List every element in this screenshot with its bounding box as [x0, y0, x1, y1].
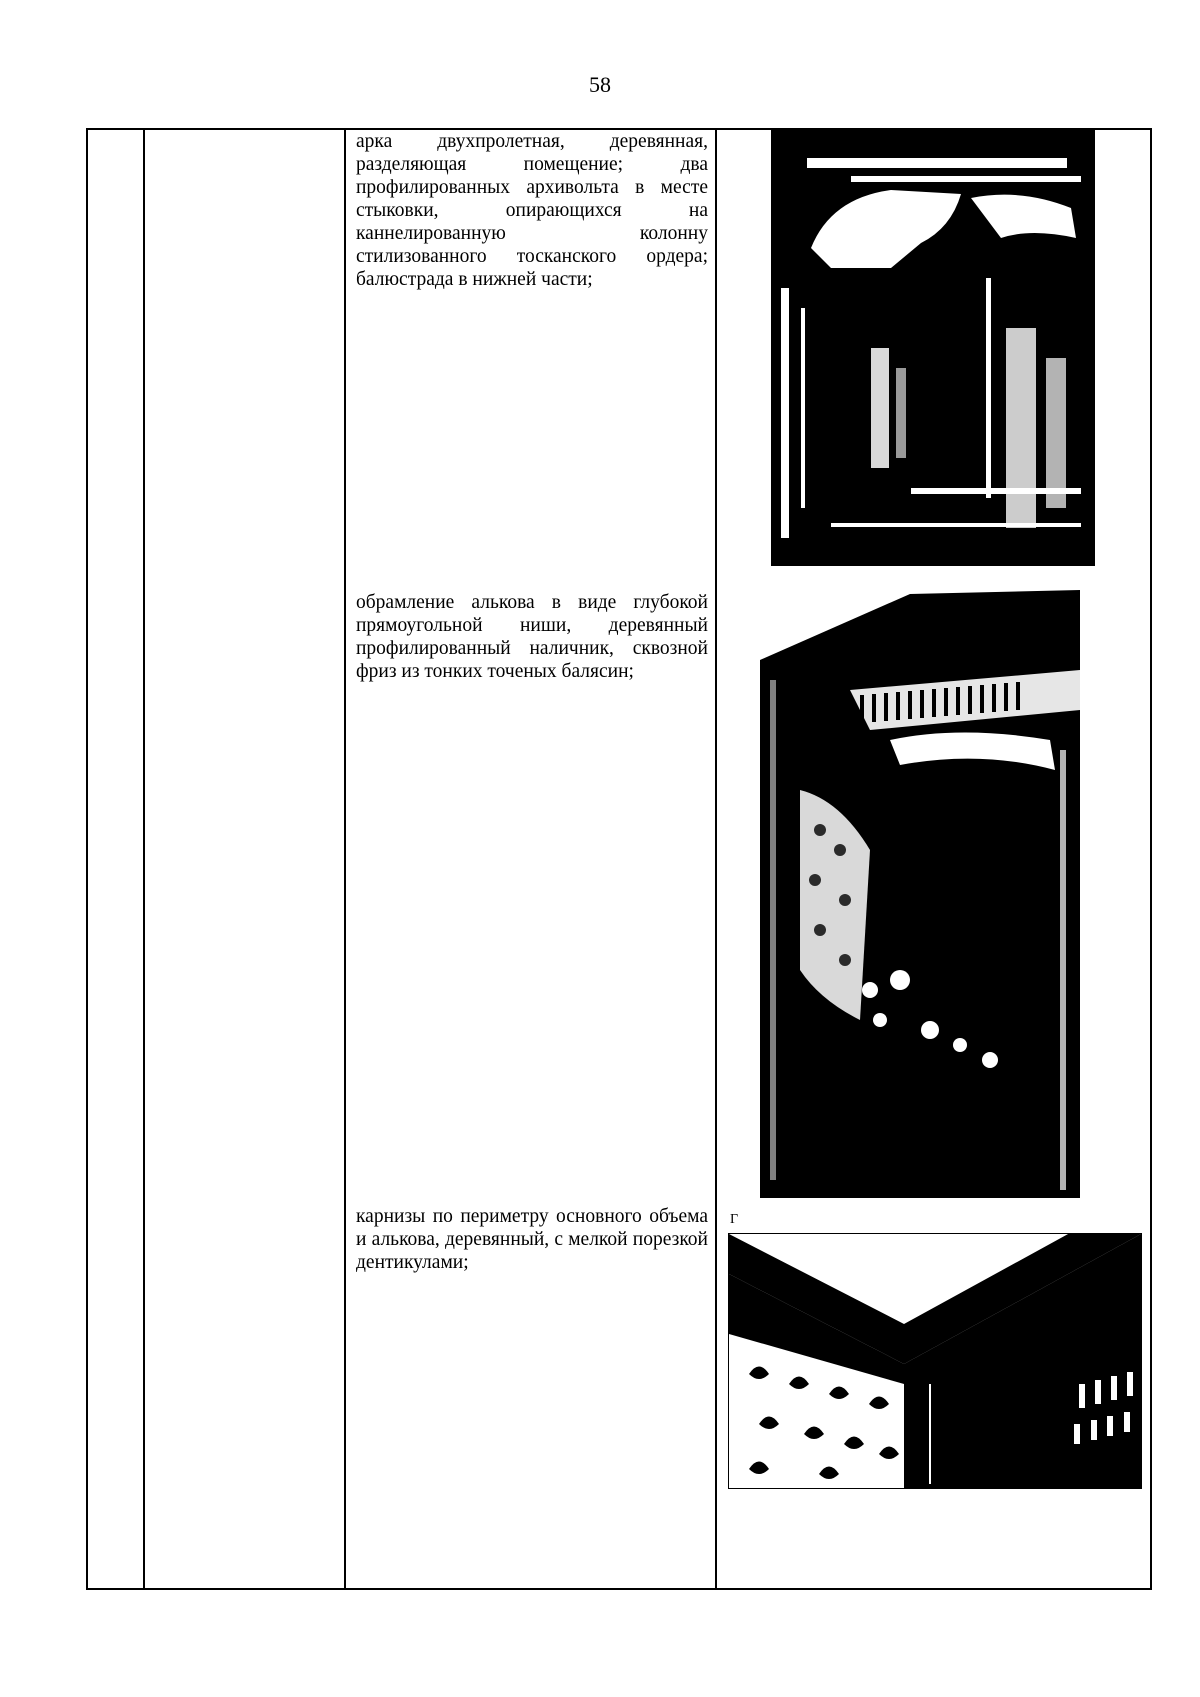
corner-mark: Г — [730, 1212, 739, 1227]
column-divider — [715, 130, 717, 1588]
arch-photo-icon — [771, 128, 1095, 566]
page-number: 58 — [589, 72, 611, 97]
row-description-arch: арка двухпролетная, деревянная, разделяющая помещение; два профилированных архивольта в месте стыковки, опирающихся на каннелированную колонну стилизованного тосканского ордера; балюстрада в нижней части; — [356, 131, 708, 290]
row-description-alcove: обрамление алькова в виде глубокой прямоугольной ниши, деревянный профилированный наличник, сквозной фриз из тонких точеных балясин; — [356, 592, 708, 682]
column-divider — [143, 130, 145, 1588]
alcove-photo-icon — [760, 590, 1105, 1198]
column-divider — [344, 130, 346, 1588]
row-description-cornice: карнизы по периметру основного объема и алькова, деревянный, с мелкой порезкой дентикулами; — [356, 1206, 708, 1273]
cornice-photo-icon — [728, 1233, 1142, 1489]
